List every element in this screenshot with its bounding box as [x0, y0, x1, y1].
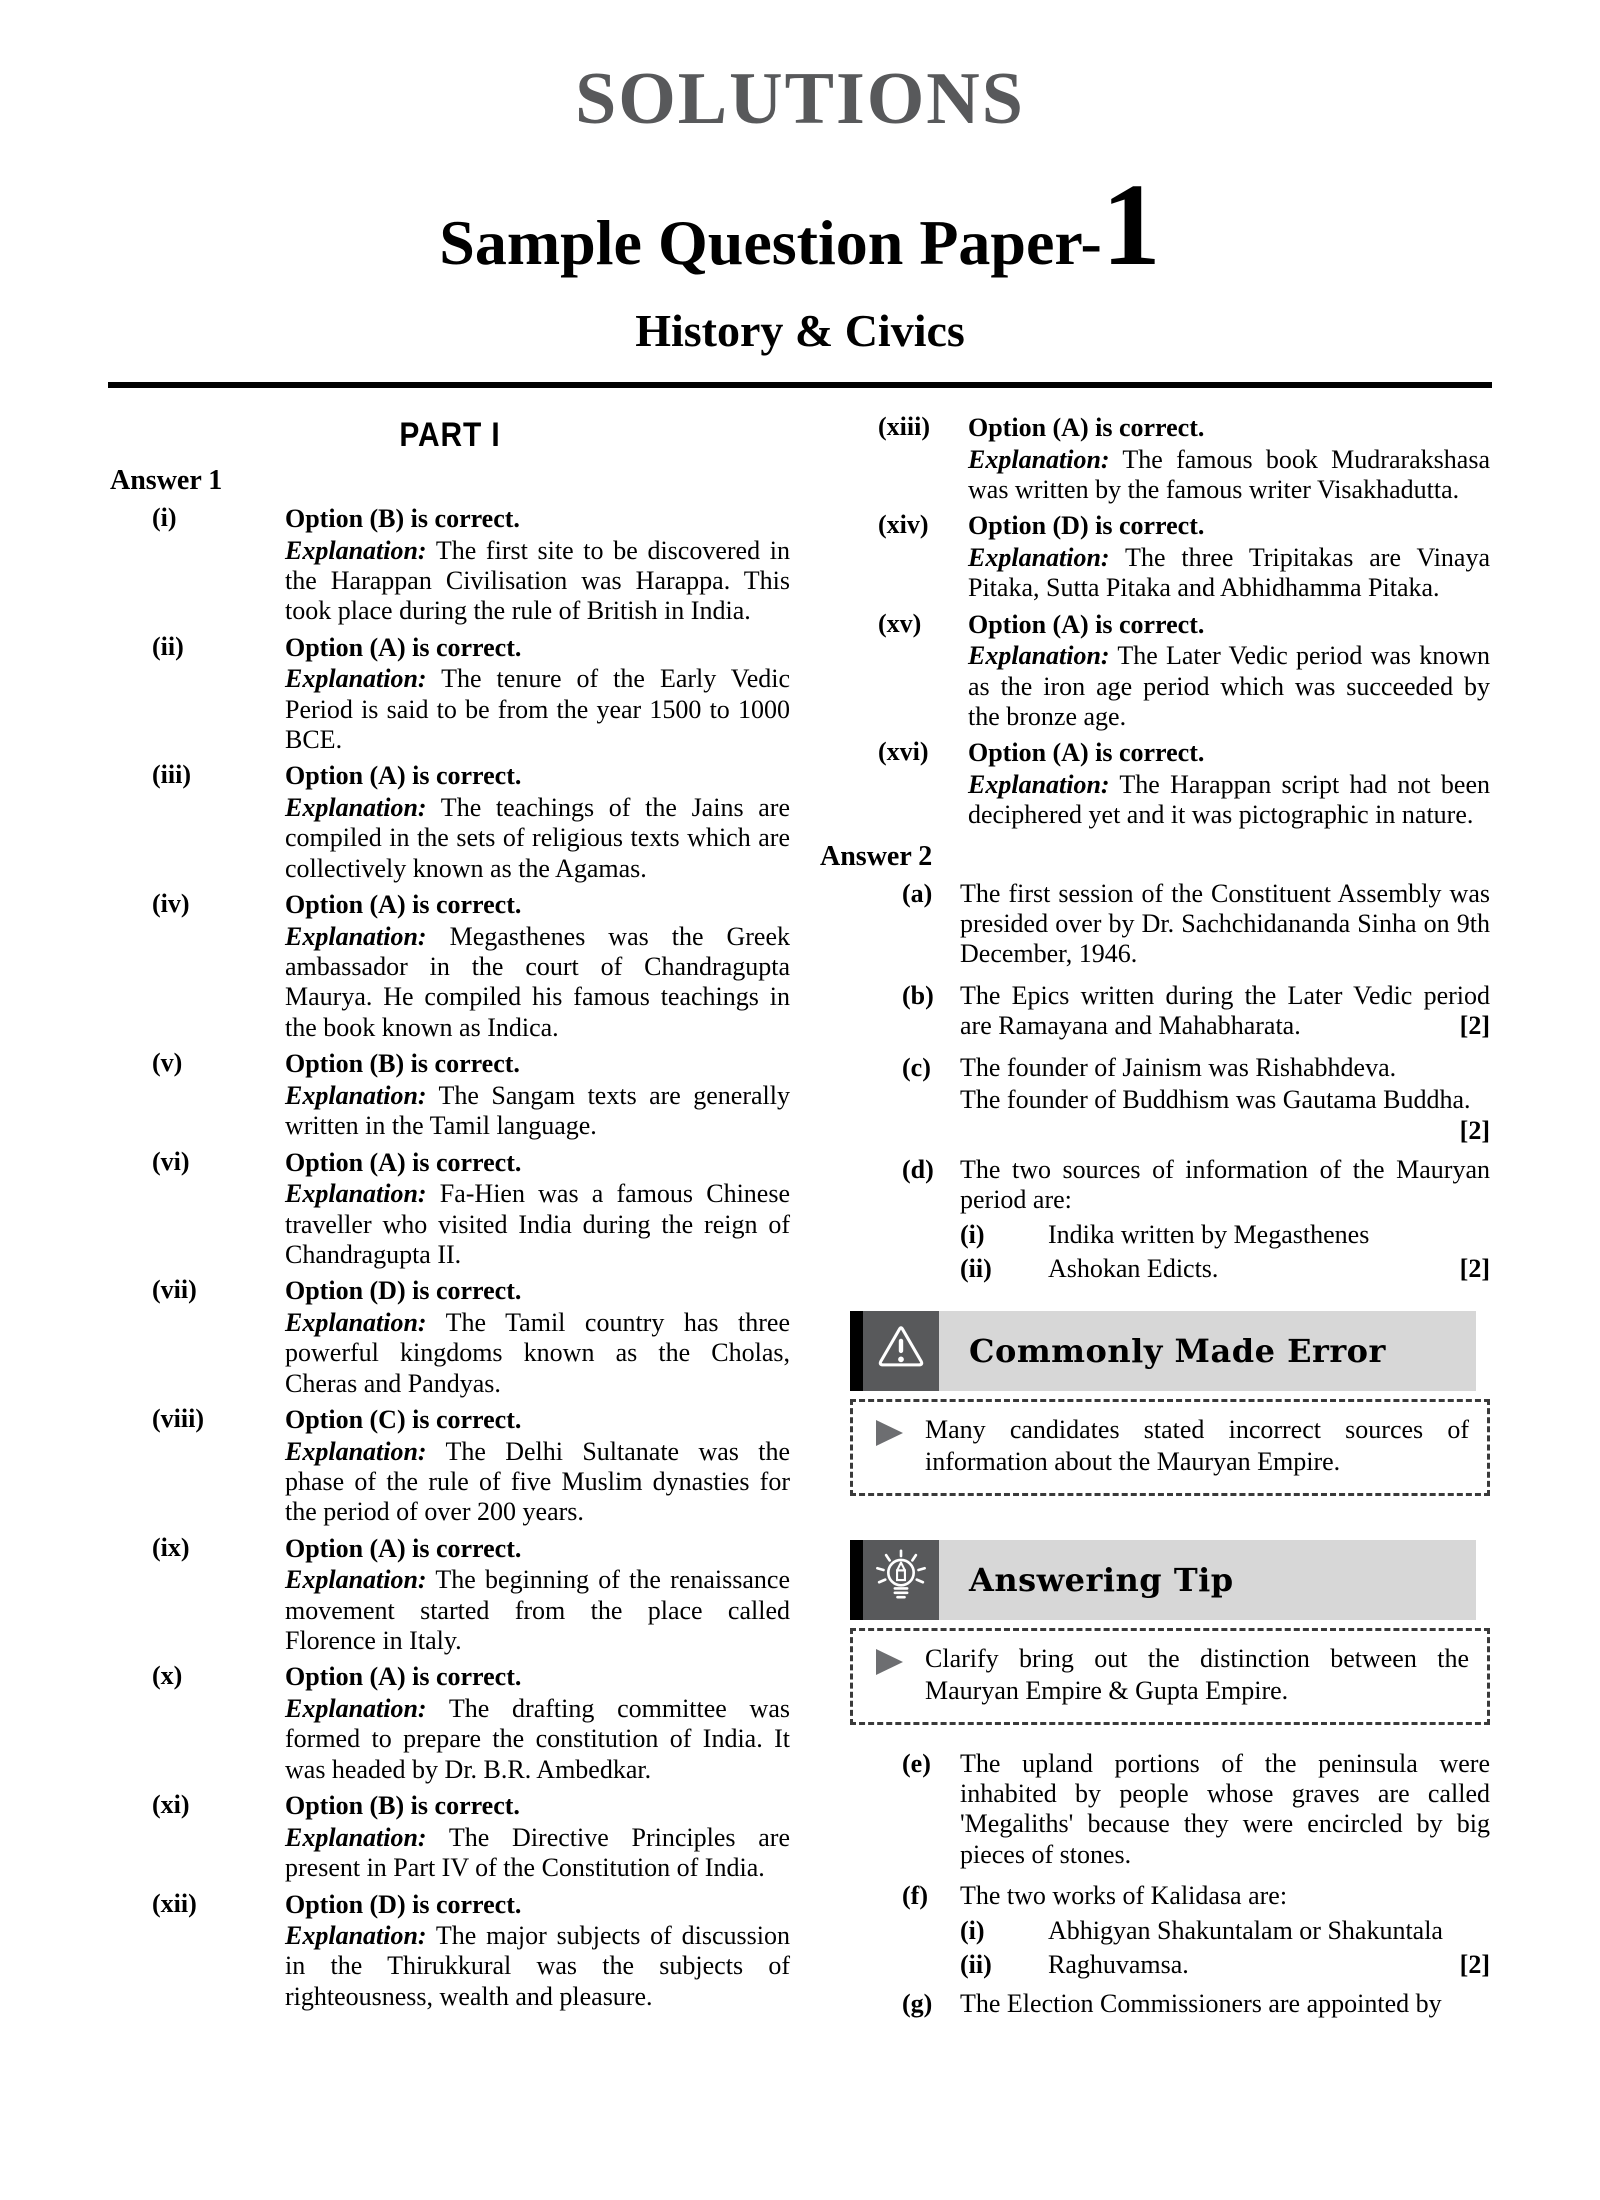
answer-item-label: (e)	[902, 1748, 931, 1778]
mcq-item	[110, 760, 790, 884]
mcq-item-number: (vi)	[152, 1146, 190, 1176]
callout-icon-box	[863, 1311, 939, 1391]
answer-paragraph: The two works of Kalidasa are:	[960, 1881, 1288, 1911]
marks-badge: [2]	[1459, 1011, 1490, 1041]
answer-item-label: (a)	[902, 878, 933, 908]
answer-item-label: (d)	[902, 1154, 934, 1184]
sub-answer-item	[960, 1254, 1490, 1284]
mcq-explanation: Explanation: The Harappan script had not been deciphered yet and it was pictographic in nature.	[968, 769, 1490, 830]
mcq-item-number: (i)	[152, 503, 177, 532]
mcq-option-text: Option (B) is correct.	[285, 1049, 520, 1079]
mcq-option-text: Option (A) is correct.	[968, 413, 1205, 442]
mcq-item-body	[285, 1661, 790, 1785]
answer2-items-group2	[850, 1749, 1490, 2022]
answer-item-body	[960, 1989, 1490, 2021]
mcq-item-number: (iv)	[152, 889, 190, 919]
mcq-item-number: (iii)	[152, 760, 191, 790]
mcq-item	[850, 609, 1490, 733]
marks-badge: [2]	[1459, 1254, 1490, 1284]
sub-answer-text: Ashokan Edicts. [2]	[1048, 1254, 1490, 1284]
callout-text: Many candidates stated incorrect sources of information about the Mauryan Empire.	[925, 1414, 1469, 1477]
explanation-label: Explanation:	[968, 444, 1110, 474]
answer-item	[850, 1989, 1490, 2021]
mcq-item-body	[285, 760, 790, 884]
answer-item-body	[960, 1749, 1490, 1873]
paper-title-text: Sample Question Paper-	[439, 207, 1102, 278]
answer-paragraph: The two sources of information of the Mauryan period are:	[960, 1154, 1490, 1215]
mcq-option-text: Option (A) is correct.	[968, 738, 1205, 768]
mcq-item	[110, 889, 790, 1043]
mcq-item-number: (xv)	[878, 608, 922, 638]
right-column	[820, 412, 1490, 2031]
mcq-item-number: (xiv)	[878, 510, 929, 540]
mcq-explanation: Explanation: The tenure of the Early Vedic Period is said to be from the year 1500 to 1000 BCE.	[285, 664, 790, 755]
mcq-explanation: Explanation: The Later Vedic period was known as the iron age period which was succeeded by the bronze age.	[968, 641, 1490, 731]
answer1-mcq-list	[110, 503, 790, 2012]
mcq-option-text: Option (D) is correct.	[285, 1276, 522, 1306]
mcq-item-number: (v)	[152, 1048, 183, 1078]
mcq-explanation: Explanation: The Tamil country has three powerful kingdoms known as the Cholas, Cheras and Pandyas.	[285, 1307, 790, 1398]
mcq-item-body	[285, 632, 790, 756]
mcq-item-number: (xii)	[152, 1888, 197, 1918]
sub-answer-label: (ii)	[960, 1254, 992, 1284]
mcq-item-body	[968, 737, 1490, 830]
answer-item-body	[960, 879, 1490, 972]
explanation-label: Explanation:	[285, 1179, 427, 1209]
sub-answer-label: (i)	[960, 1219, 985, 1249]
mcq-item-body	[285, 503, 790, 627]
mcq-explanation: Explanation: Megasthenes was the Greek ambassador in the court of Chandragupta Maurya. He compiled his famous teachings in the book known as Indica.	[285, 921, 790, 1042]
answer-paragraph: The founder of Jainism was Rishabhdeva.	[960, 1052, 1397, 1082]
answer-paragraph: The first session of the Constituent Assembly was presided over by Dr. Sachchidananda Sinha on 9th December, 1946.	[960, 878, 1490, 969]
answer-item-body	[960, 1881, 1490, 1980]
mcq-item	[110, 1275, 790, 1399]
mcq-explanation: Explanation: The Directive Principles are present in Part IV of the Constitution of India.	[285, 1822, 790, 1883]
mcq-item-number: (ix)	[152, 1532, 190, 1562]
callout-title-bar	[939, 1311, 1476, 1391]
mcq-item-body	[285, 1048, 790, 1141]
answer1-label: Answer 1	[110, 465, 223, 496]
mcq-item-body	[968, 412, 1490, 505]
mcq-item	[850, 510, 1490, 603]
mcq-item	[110, 1404, 790, 1528]
callout-icon-box	[863, 1540, 939, 1620]
mcq-option-text: Option (A) is correct.	[285, 1662, 522, 1692]
mcq-item-body	[968, 609, 1490, 733]
answer-item-label: (c)	[902, 1052, 931, 1082]
explanation-label: Explanation:	[968, 769, 1110, 799]
mcq-item-body	[285, 1147, 790, 1271]
sub-answer-text: Indika written by Megasthenes	[1048, 1219, 1370, 1249]
lightbulb-pencil-icon	[873, 1549, 929, 1610]
callout-header	[850, 1540, 1476, 1620]
explanation-label: Explanation:	[968, 542, 1110, 572]
answer-item-body	[960, 1155, 1490, 1285]
explanation-label: Explanation:	[285, 1921, 427, 1950]
sub-answer-item	[960, 1916, 1490, 1946]
paper-title	[0, 159, 1600, 290]
mcq-option-text: Option (D) is correct.	[285, 1889, 522, 1919]
answer-item	[850, 1053, 1490, 1146]
mcq-item	[110, 1147, 790, 1271]
answer-paragraph: The Epics written during the Later Vedic period are Ramayana and Mahabharata. [2]	[960, 980, 1490, 1041]
callout-text: Clarify bring out the distinction between the Mauryan Empire & Gupta Empire.	[925, 1643, 1469, 1706]
mcq-item	[110, 1533, 790, 1657]
callout-black-bar	[850, 1311, 863, 1391]
mcq-option-text: Option (A) is correct.	[285, 632, 522, 662]
callout-body	[850, 1399, 1490, 1496]
mcq-option-text: Option (D) is correct.	[968, 511, 1205, 541]
mcq-explanation: Explanation: The famous book Mudrarakshasa was written by the famous writer Visakhadutta.	[968, 444, 1490, 504]
mcq-option-text: Option (A) is correct.	[285, 890, 522, 920]
mcq-option-text: Option (A) is correct.	[285, 1533, 522, 1563]
answer-item-label: (f)	[902, 1881, 928, 1911]
answer-item	[850, 1749, 1490, 1873]
marks-badge: [2]	[1459, 1115, 1490, 1145]
mcq-explanation: Explanation: The drafting committee was formed to prepare the constitution of India. It was headed by Dr. B.R. Ambedkar.	[285, 1693, 790, 1784]
sub-answer-text: Abhigyan Shakuntalam or Shakuntala	[1048, 1915, 1443, 1945]
answer-item	[850, 981, 1490, 1044]
callout-header	[850, 1311, 1476, 1391]
mcq-explanation: Explanation: The Sangam texts are generally written in the Tamil language.	[285, 1080, 790, 1141]
mcq-option-text: Option (B) is correct.	[285, 504, 520, 533]
callout-title: Answering Tip	[969, 1560, 1234, 1599]
mcq-option-text: Option (A) is correct.	[968, 609, 1205, 639]
mcq-item-body	[285, 1790, 790, 1883]
sub-answer-item	[960, 1220, 1490, 1250]
answer-item-label: (g)	[902, 1989, 933, 2019]
mcq-explanation: Explanation: The teachings of the Jains are compiled in the sets of religious texts which are collectively known as the Agamas.	[285, 792, 790, 883]
sub-answer-text: Raghuvamsa. [2]	[1048, 1949, 1490, 1979]
commonly-made-error-callout	[850, 1311, 1490, 1496]
explanation-label: Explanation:	[285, 921, 427, 951]
explanation-label: Explanation:	[285, 1565, 427, 1595]
mcq-item	[110, 503, 790, 627]
mcq-item-number: (xi)	[152, 1790, 190, 1820]
explanation-label: Explanation:	[285, 792, 427, 822]
mcq-item-body	[285, 1889, 790, 2013]
mcq-item-number: (ii)	[152, 631, 184, 661]
left-column	[110, 412, 790, 2031]
explanation-label: Explanation:	[285, 1436, 427, 1466]
mcq-item-number: (xvi)	[878, 737, 929, 767]
mcq-item-number: (viii)	[152, 1404, 204, 1434]
answering-tip-callout	[850, 1540, 1490, 1725]
mcq-explanation: Explanation: The Delhi Sultanate was the phase of the rule of five Muslim dynasties for the period of over 200 years.	[285, 1436, 790, 1527]
answer-item-body	[960, 1053, 1490, 1146]
answer-paragraph: The upland portions of the peninsula were inhabited by people whose graves are called 'Megaliths' because they were encircled by big pieces of stones.	[960, 1748, 1490, 1869]
mcq-item-body	[285, 1275, 790, 1399]
mcq-item-number: (vii)	[152, 1275, 197, 1305]
explanation-label: Explanation:	[285, 1080, 427, 1110]
callout-black-bar	[850, 1540, 863, 1620]
mcq-option-text: Option (C) is correct.	[285, 1405, 522, 1435]
answer2-label: Answer 2	[820, 840, 933, 872]
mcq-option-text: Option (A) is correct.	[285, 761, 522, 791]
explanation-label: Explanation:	[285, 664, 427, 694]
mcq-item	[850, 412, 1490, 505]
warning-triangle-icon	[874, 1321, 928, 1380]
answer-paragraph: The founder of Buddhism was Gautama Buddha. [2]	[960, 1085, 1490, 1145]
mcq-item	[110, 1048, 790, 1141]
mcq-item	[110, 1661, 790, 1785]
mcq-item	[110, 1889, 790, 2013]
answer-item	[850, 1155, 1490, 1285]
explanation-label: Explanation:	[285, 1693, 427, 1723]
arrow-bullet-icon	[853, 1643, 925, 1708]
mcq-item-body	[285, 1533, 790, 1657]
mcq-item-number: (xiii)	[878, 412, 930, 441]
sub-answer-label: (i)	[960, 1915, 985, 1945]
paper-number: 1	[1101, 159, 1161, 290]
mcq-item	[850, 737, 1490, 830]
mcq-item	[110, 1790, 790, 1883]
answer-item-body	[960, 981, 1490, 1044]
answer-paragraph: The Election Commissioners are appointed by	[960, 1989, 1442, 2019]
mcq-option-text: Option (B) is correct.	[285, 1791, 520, 1821]
subject-title: History & Civics	[635, 305, 965, 356]
mcq-explanation: Explanation: The beginning of the renaissance movement started from the place called Florence in Italy.	[285, 1565, 790, 1656]
callout-title: Commonly Made Error	[969, 1331, 1386, 1370]
callout-title-bar	[939, 1540, 1476, 1620]
mcq-explanation: Explanation: The first site to be discovered in the Harappan Civilisation was Harappa. This took place during the rule of British in India.	[285, 535, 790, 626]
part-title: PART I	[399, 416, 501, 454]
explanation-label: Explanation:	[285, 1307, 427, 1337]
sub-answer-item	[960, 1950, 1490, 1980]
answer2-items-group1	[850, 879, 1490, 1285]
mcq-explanation: Explanation: The three Tripitakas are Vinaya Pitaka, Sutta Pitaka and Abhidhamma Pitaka.	[968, 542, 1490, 603]
page-header	[0, 0, 1600, 354]
mcq-item	[110, 632, 790, 756]
two-column-layout	[0, 388, 1600, 2031]
callout-body	[850, 1628, 1490, 1725]
marks-badge: [2]	[1459, 1949, 1490, 1979]
solutions-title: SOLUTIONS	[575, 58, 1025, 140]
mcq-item-body	[285, 1404, 790, 1528]
answer-item	[850, 1881, 1490, 1980]
mcq-item-number: (x)	[152, 1661, 183, 1691]
sub-answer-label: (ii)	[960, 1949, 992, 1979]
explanation-label: Explanation:	[285, 1822, 427, 1852]
mcq-item-body	[968, 510, 1490, 603]
explanation-label: Explanation:	[285, 535, 427, 565]
answer-item	[850, 879, 1490, 972]
answer1-mcq-list-continued	[850, 412, 1490, 831]
explanation-label: Explanation:	[968, 641, 1110, 671]
mcq-item-body	[285, 889, 790, 1043]
arrow-bullet-icon	[853, 1414, 925, 1479]
answer-item-label: (b)	[902, 980, 934, 1010]
mcq-explanation: Explanation: The major subjects of discussion in the Thirukkural was the subjects of righteousness, wealth and pleasure.	[285, 1921, 790, 2011]
mcq-explanation: Explanation: Fa-Hien was a famous Chinese traveller who visited India during the reign of Chandragupta II.	[285, 1179, 790, 1269]
mcq-option-text: Option (A) is correct.	[285, 1147, 522, 1177]
